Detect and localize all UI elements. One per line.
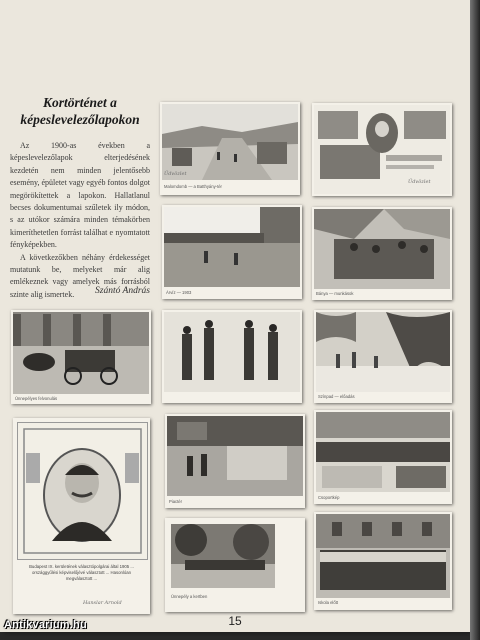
article-body [10, 140, 150, 301]
portrait-card-signature: Hanslar Arnold [83, 600, 122, 606]
postcard-photo [171, 524, 275, 588]
postcard-school [314, 512, 452, 610]
title-line-1: Kortörténet a [43, 95, 117, 110]
postcard-handwriting: Üdvözlet [408, 179, 431, 185]
postcard-photo [162, 104, 298, 180]
article-title [10, 94, 150, 128]
paragraph-1: Az 1900-as években a képeslevelezőlapok elterjedésének kezdetén nem minden jelentősebb esemény, épületet vagy egyéb fontos dolgot megörökítettek a lapokon. Hallatlanul becses dokumentumai szűletek ily módon, s az utókor számára minden témakörben kimeríthetetlen forrást találhat e nyomtatott fényképekben. [10, 141, 150, 250]
postcard-photo [13, 312, 149, 394]
postcard-carriage [11, 310, 151, 404]
page-number: 15 [228, 614, 242, 628]
postcard-caption: Csoportkép [318, 495, 340, 500]
postcard-crowd [314, 410, 452, 504]
postcard-caption: Bánya — munkások [316, 291, 354, 296]
postcard-caption: Ünnepélyes felvonulás [15, 396, 58, 401]
portrait-card-text: Budapest IX. kerületének választópolgárai által 1905 ... országgyűlési képviselőjévé választott ... Hasonlóan megválasztott ... [29, 564, 134, 581]
postcard-collage [312, 103, 452, 196]
postcard-photo [316, 312, 450, 392]
postcard-caption: Piactér [169, 499, 183, 504]
postcard-street [160, 102, 300, 195]
portrait-ornament-frame [17, 422, 148, 560]
postcard-photo [167, 416, 303, 496]
postcard-photo [164, 312, 300, 392]
postcard-flood [162, 205, 302, 299]
postcard-caption: Árvíz — 1903 [166, 290, 192, 295]
title-line-2: képeslevelezőlapokon [20, 112, 140, 127]
postcard-garden [165, 518, 305, 612]
postcard-market [165, 414, 305, 508]
postcard-stage [314, 310, 452, 403]
postcard-workers [312, 207, 452, 300]
postcard-portrait [13, 418, 150, 614]
book-spine-edge [470, 0, 480, 640]
postcard-photo [314, 209, 450, 289]
postcard-caption: Színpad — előadás [318, 394, 355, 399]
postcard-handwriting: Üdvözlet [164, 171, 187, 177]
postcard-photo [164, 207, 300, 287]
postcard-photo [316, 412, 450, 492]
postcard-caption: Iskola előtt [318, 600, 339, 605]
paragraph-2: A következőkben néhány érdekességet mutatunk be, melyeket már alig emlékeznek vagy amelyek más forrásból szinte alig ismertek. [10, 252, 150, 299]
postcard-caption: Malomdomb — a Batthyány-tér [164, 184, 222, 189]
postcard-caption: Ünnepély a kertben [171, 594, 208, 599]
postcard-photo [316, 514, 450, 598]
postcard-firemen [162, 310, 302, 403]
watermark: Antikvarium.hu [4, 619, 87, 631]
author-name: Szántó András [95, 286, 150, 296]
